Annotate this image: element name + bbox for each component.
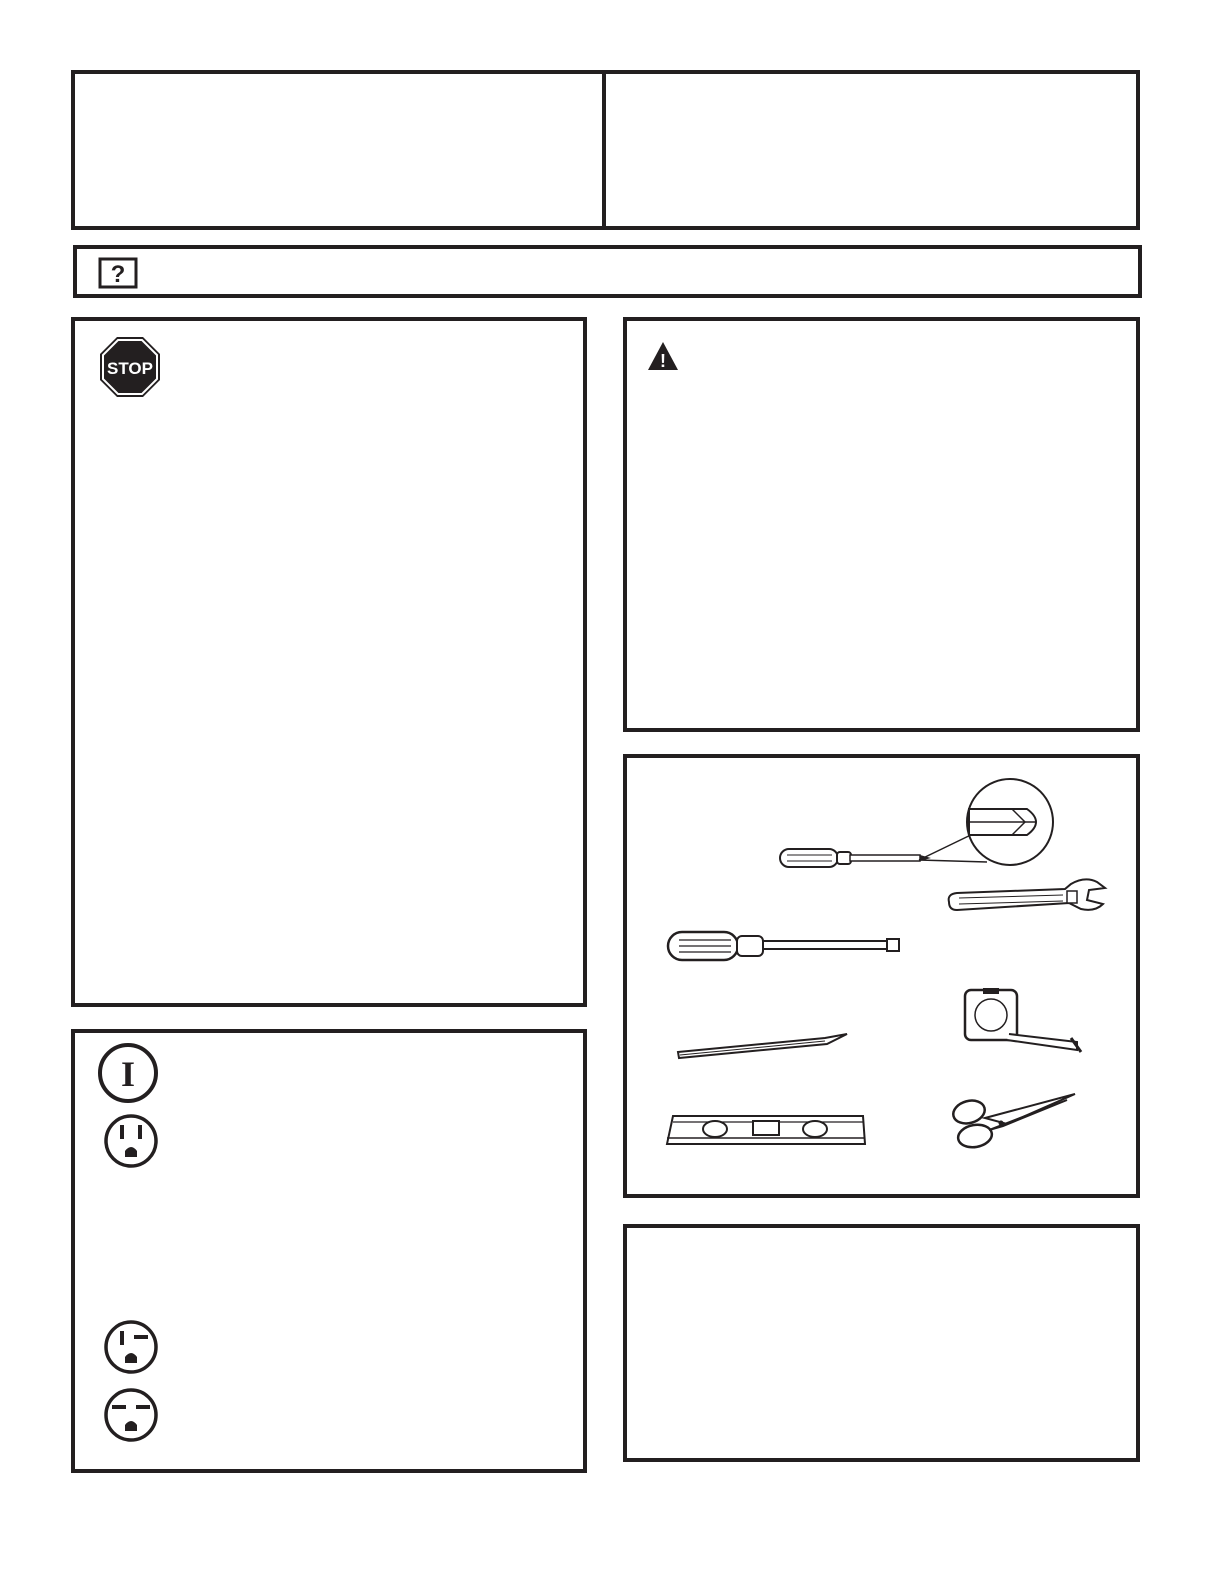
warning-triangle-icon [647, 341, 679, 371]
bottom-right-box [623, 1224, 1140, 1462]
important-icon [97, 1042, 159, 1104]
questions-bar [73, 245, 1142, 298]
outlet-240v-icon [103, 1387, 159, 1443]
stop-sign-icon [98, 335, 162, 399]
scissors-icon [947, 1090, 1082, 1155]
outlet-20amp-icon [103, 1319, 159, 1375]
phillips-screwdriver-icon [777, 843, 937, 873]
warning-symbol: ! [660, 351, 666, 371]
adjustable-wrench-icon [945, 876, 1110, 921]
electrical-box [71, 1029, 587, 1473]
stop-box [71, 317, 587, 1007]
header-box [71, 70, 1140, 230]
pencil-icon [675, 1028, 855, 1058]
tape-measure-icon [949, 986, 1084, 1056]
flat-screwdriver-icon [665, 926, 905, 966]
important-symbol: I [120, 1054, 136, 1094]
level-icon [665, 1108, 870, 1153]
tools-box [623, 754, 1140, 1198]
magnified-tip-icon [917, 776, 1057, 871]
stop-symbol: STOP [107, 359, 153, 378]
warning-box [623, 317, 1140, 732]
question-symbol: ? [110, 261, 126, 288]
header-divider [602, 74, 606, 226]
grounded-outlet-icon [103, 1113, 159, 1169]
question-icon [98, 257, 138, 289]
